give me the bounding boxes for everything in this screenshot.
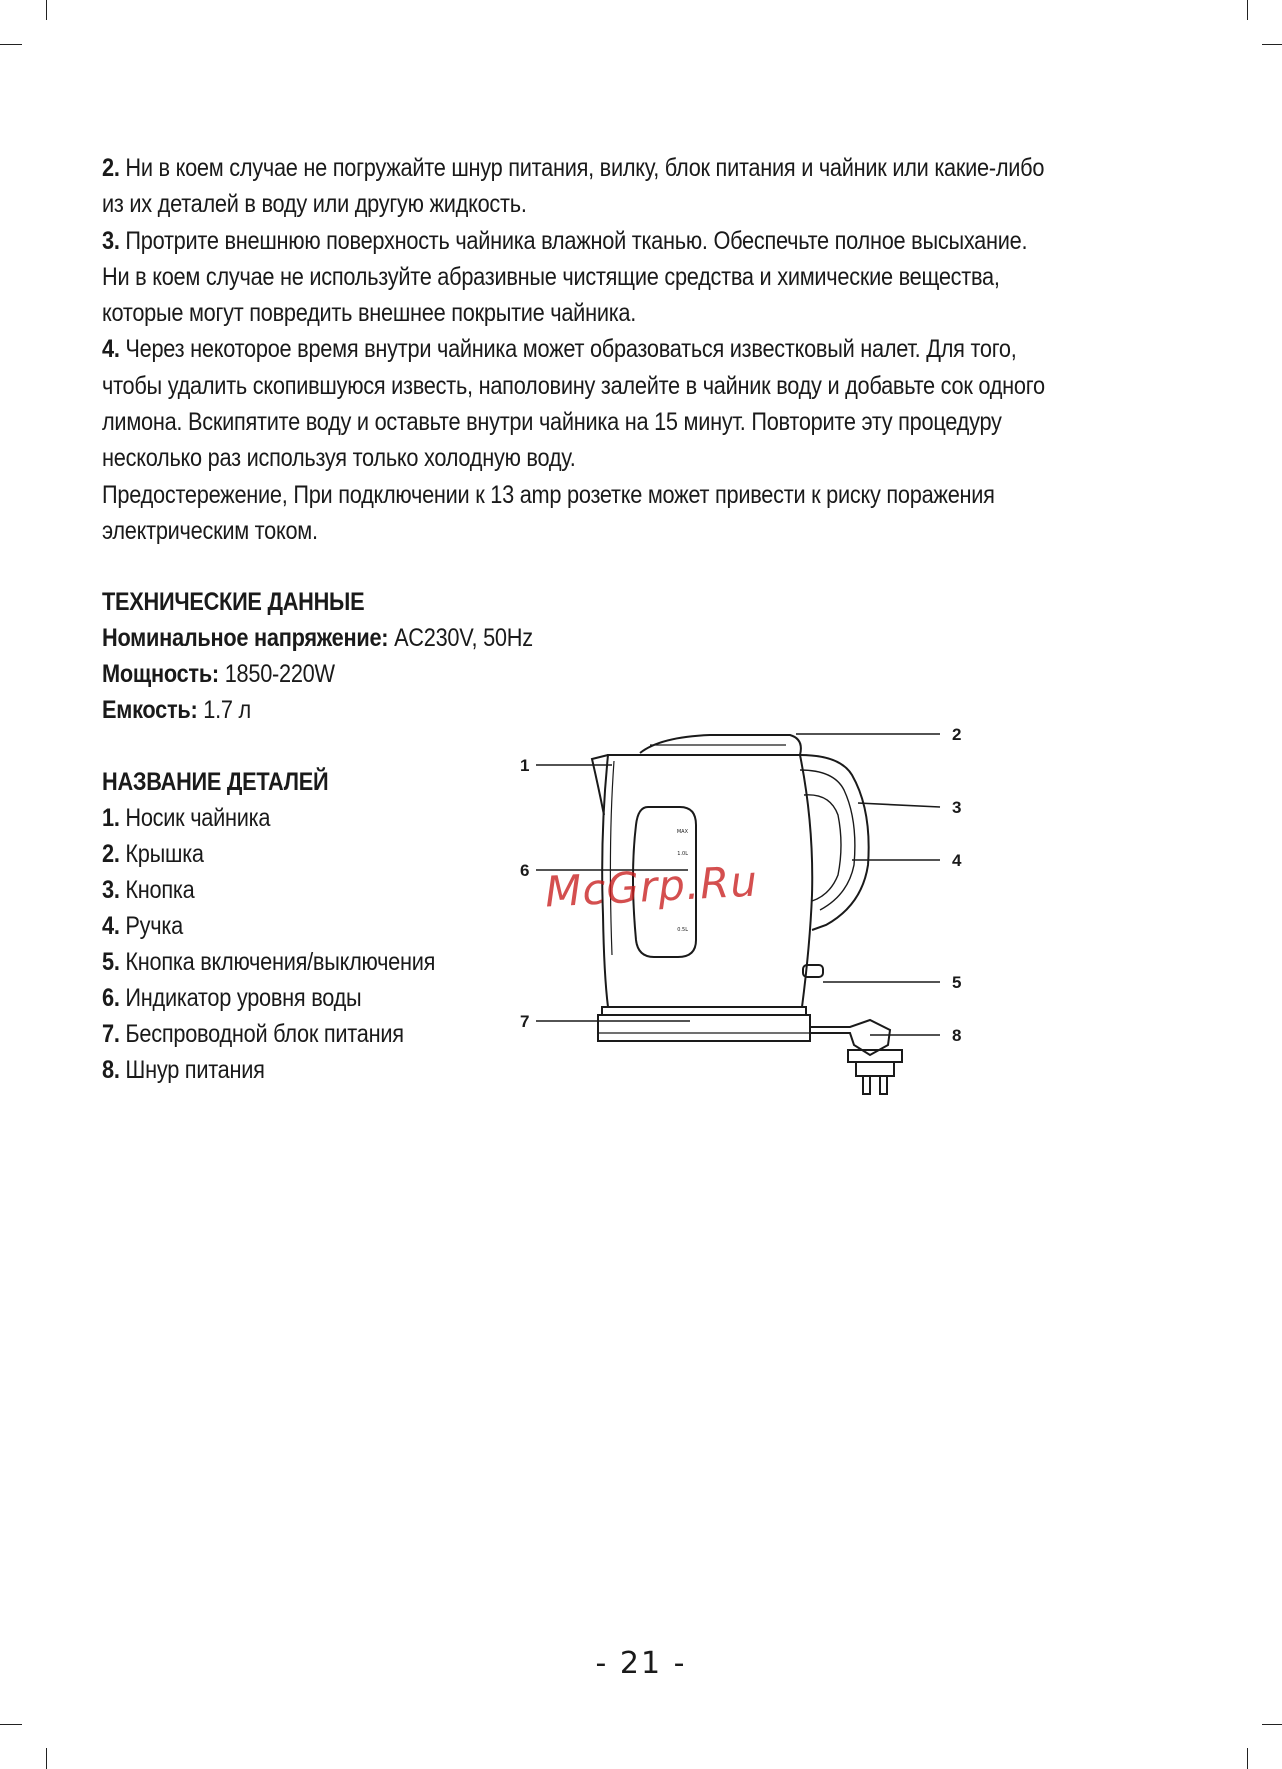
part-item: 3. Кнопка (102, 876, 195, 904)
part-item: 6. Индикатор уровня воды (102, 984, 362, 1012)
part-item: 5. Кнопка включения/выключения (102, 948, 436, 976)
spec-power: Мощность: 1850-220W (102, 660, 335, 688)
paragraph-3: 3. Протрите внешнюю поверхность чайника влажной тканью. Обеспечьте полное высыхание. Ни в коем случае не используйте абразивные чистящие средства и химические вещества, которые могут повредить внешнее покрытие чайника. (102, 226, 1028, 328)
crop-mark (1247, 0, 1248, 20)
paragraph-2: 2. Ни в коем случае не погружайте шнур питания, вилку, блок питания и чайник или какие-либо из их деталей в воду или другую жидкость. (102, 154, 1045, 219)
body-highlight (610, 761, 614, 955)
callout-2: 2 (952, 725, 962, 744)
part-item: 2. Крышка (102, 840, 204, 868)
plug-pin (880, 1076, 887, 1094)
crop-mark (1262, 44, 1282, 45)
gauge-mark-mid: 1.0L (677, 851, 688, 857)
parts-heading: НАЗВАНИЕ ДЕТАЛЕЙ (102, 768, 329, 796)
crop-mark (1247, 1748, 1248, 1769)
spec-capacity: Емкость: 1.7 л (102, 696, 251, 724)
page-number: - 21 - (595, 1646, 687, 1681)
cleaning-instructions (102, 150, 1050, 549)
paragraph-4: 4. Через некоторое время внутри чайника может образоваться известковый налет. Для того, чтобы удалить скопившуюся известь, наполовину залейте в чайник воду и добавьте сок одного лимона. Вскипятите воду и оставьте внутри чайника на 15 минут. Повторите эту процедуру несколько раз используя только холодную воду. (102, 335, 1045, 473)
crop-mark (0, 1724, 22, 1725)
callout-8: 8 (952, 1026, 962, 1045)
part-item: 4. Ручка (102, 912, 183, 940)
watermark: McGrp.Ru (543, 856, 760, 917)
crop-mark (0, 44, 22, 45)
warning-paragraph: Предостережение, При подключении к 13 amp розетке может привести к риску поражения электрическим током. (102, 480, 995, 545)
crop-mark (46, 0, 47, 20)
part-item: 1. Носик чайника (102, 804, 271, 832)
specs-heading: ТЕХНИЧЕСКИЕ ДАННЫЕ (102, 588, 365, 616)
callout-1: 1 (520, 756, 530, 775)
callout-5: 5 (952, 973, 962, 992)
part-item: 8. Шнур питания (102, 1056, 265, 1084)
part-item: 7. Беспроводной блок питания (102, 1020, 404, 1048)
power-base (602, 1007, 806, 1015)
crop-mark (46, 1748, 47, 1769)
callout-3: 3 (952, 798, 962, 817)
plug-pin (863, 1076, 870, 1094)
callout-6: 6 (520, 861, 530, 880)
callout-7: 7 (520, 1012, 530, 1031)
crop-mark (1262, 1724, 1282, 1725)
technical-specs (102, 584, 624, 728)
spec-voltage: Номинальное напряжение: AC230V, 50Hz (102, 624, 533, 652)
gauge-mark-min: 0.5L (677, 927, 688, 933)
callout-4: 4 (952, 851, 962, 870)
callout-line-3 (858, 803, 940, 807)
gauge-mark-max: MAX (676, 829, 688, 835)
